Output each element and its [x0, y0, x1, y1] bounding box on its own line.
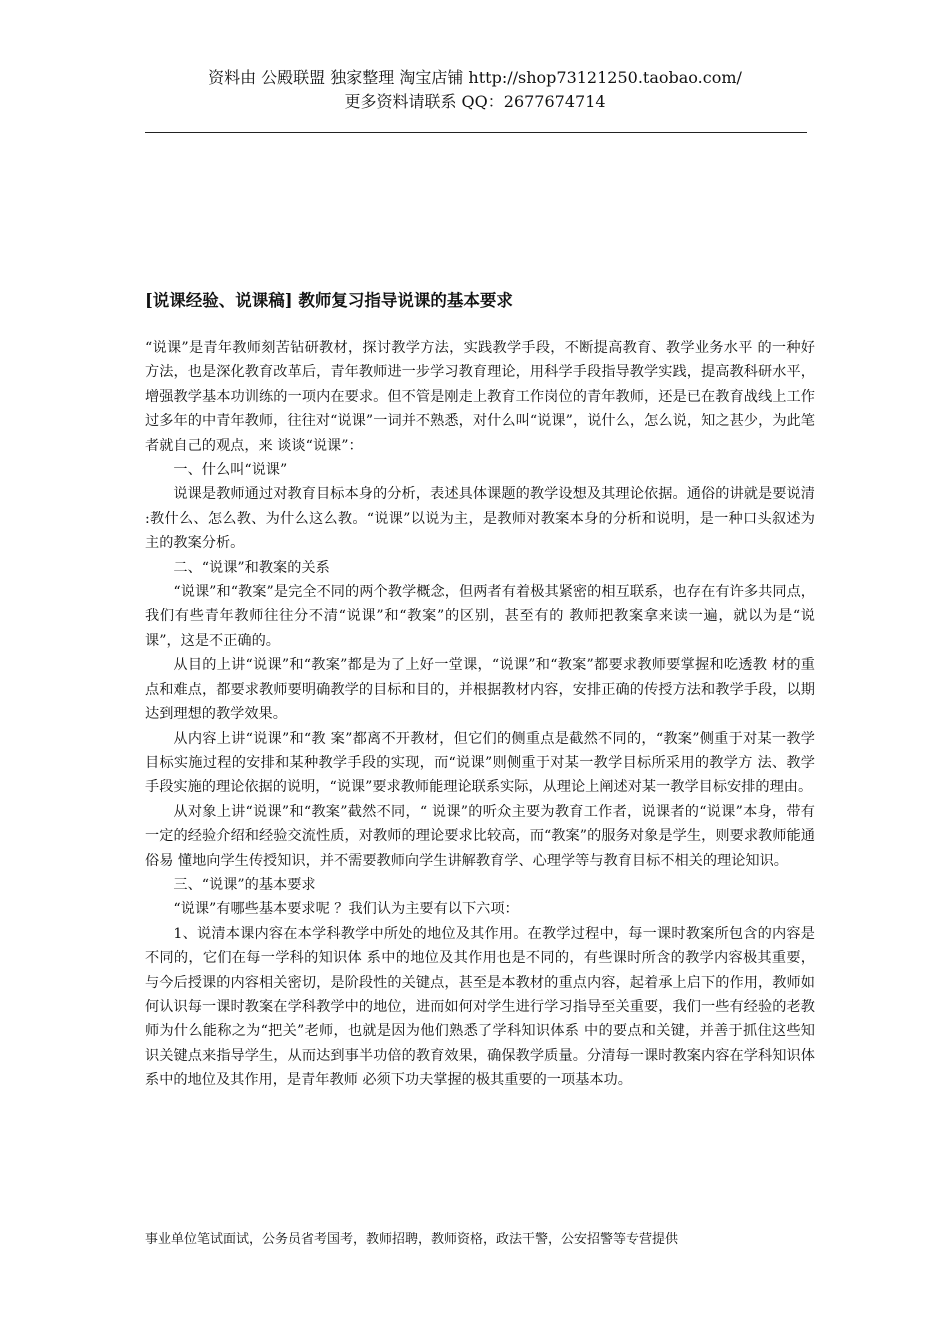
- section-heading-1: 一、什么叫“说课”: [173, 462, 288, 479]
- body-paragraph: 从内容上讲“说课”和“教 案”都离不开教材，但它们的侧重点是截然不同的，“教案”侧重于对某一教学目标实施过程的安排和某种教学手段的实现，而“说课”则侧重于对某一教学目标所采用的教学方 法、教学手段实施的理论依据的说明，“说课”要求教师能理论联系实际，从理论上阐述对某一教学目标安排的理由。: [145, 730, 815, 796]
- header-line-contact: 更多资料请联系 QQ：2677674714: [344, 92, 606, 111]
- header-line-shop: 资料由 公殿联盟 独家整理 淘宝店铺 http://shop73121250.taobao.com/: [208, 68, 742, 87]
- body-paragraph: 说课是教师通过对教育目标本身的分析，表述具体课题的教学设想及其理论依据。通俗的讲就是要说清 :教什么、怎么教、为什么这么教。“说课”以说为主，是教师对教案本身的分析和说明，是一种口头叙述为主的教案分析。: [145, 486, 815, 552]
- page-header: [0, 66, 950, 114]
- body-paragraph: 1、说清本课内容在本学科教学中所处的地位及其作用。在教学过程中，每一课时教案所包含的内容是不同的，它们在每一学科的知识体 系中的地位及其作用也是不同的，有些课时所含的教学内容极其重要，与今后授课的内容相关密切，是阶段性的关键点，甚至是本教材的重点内容，起着承上启下的作用，教师如 何认识每一课时教案在学科教学中的地位，进而如何对学生进行学习指导至关重要，我们一些有经验的老教师为什么能称之为“把关”老师，也就是因为他们熟悉了学科知识体系 中的要点和关键，并善于抓住这些知识关键点来指导学生，从而达到事半功倍的教育效果，确保教学质量。分清每一课时教案内容在学科知识体系中的地位及其作用，是青年教师 必须下功夫掌握的极其重要的一项基本功。: [145, 925, 815, 1089]
- body-paragraph: 从目的上讲“说课”和“教案”都是为了上好一堂课，“说课”和“教案”都要求教师要掌握和吃透教 材的重点和难点，都要求教师要明确教学的目标和目的，并根据教材内容，安排正确的传授方法和教学手段，以期达到理想的教学效果。: [145, 657, 815, 723]
- body-paragraph: “说课”有哪些基本要求呢 ？我们认为主要有以下六项：: [173, 901, 519, 918]
- body-paragraph: “说课”和“教案”是完全不同的两个教学概念，但两者有着极其紧密的相互联系，也存在有许多共同点，我们有些青年教师往往分不清“说课”和“教案”的区别，甚至有的 教师把教案拿来读一遍，就以为是“说课”，这是不正确的。: [145, 584, 815, 649]
- intro-paragraph: “说课”是青年教师刻苦钻研教材，探讨教学方法，实践教学手段，不断提高教育、教学业务水平 的一种好方法，也是深化教育改革后，青年教师进一步学习教育理论，用科学手段指导教学实践，提高教科研水平，增强教学基本功训练的一项内在要求。但不管是刚走上教育工作岗位的青年教师，还是已在教育战线上工作过多年的中青年教师，往往对“说课”一词并不熟悉，对什么叫“说课”，说什么，怎么说，知之甚少，为此笔者就自己的观点，来 谈谈“说课”：: [145, 340, 815, 454]
- document-title: [说课经验、说课稿] 教师复习指导说课的基本要求: [145, 291, 513, 310]
- section-heading-3: 三、“说课”的基本要求: [173, 876, 316, 893]
- page-footer: 事业单位笔试面试，公务员省考国考，教师招聘，教师资格，政法干警，公安招警等专营提供: [145, 1232, 679, 1247]
- header-divider: [145, 132, 807, 133]
- body-paragraph: 从对象上讲“说课”和“教案”截然不同，“ 说课”的听众主要为教育工作者，说课者的“说课”本身，带有一定的经验介绍和经验交流性质，对教师的理论要求比较高，而“教案”的服务对象是学生，则要求教师能通俗易 懂地向学生传授知识，并不需要教师向学生讲解教育学、心理学等与教育目标不相关的理论知识。: [145, 803, 815, 869]
- document-body: [145, 336, 815, 1093]
- section-heading-2: 二、“说课”和教案的关系: [173, 559, 330, 576]
